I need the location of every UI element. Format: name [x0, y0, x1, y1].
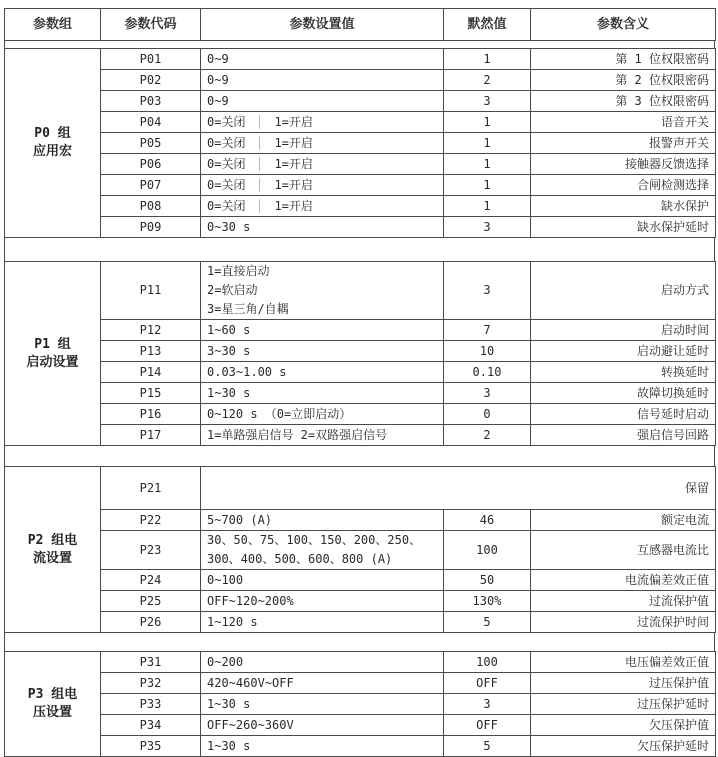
param-value-cell [201, 425, 444, 446]
default-value-cell: 3 [444, 91, 531, 112]
param-meaning-cell: 缺水保护延时 [531, 217, 716, 238]
param-code-cell: P25 [101, 591, 201, 612]
param-meaning-cell: 欠压保护值 [531, 715, 716, 736]
param-meaning-cell: 启动时间 [531, 320, 716, 341]
param-meaning-cell: 电压偏差效正值 [531, 652, 716, 673]
param-code-cell: P16 [101, 404, 201, 425]
table-row [5, 341, 716, 362]
param-code-cell: P12 [101, 320, 201, 341]
param-meaning-cell: 语音开关 [531, 112, 716, 133]
param-value-cell [201, 715, 444, 736]
param-meaning-cell: 启动避让延时 [531, 341, 716, 362]
table-row [5, 570, 716, 591]
param-value-cell [201, 262, 444, 320]
default-value-cell: 3 [444, 217, 531, 238]
default-value-cell: 1 [444, 49, 531, 70]
param-value-cell [201, 652, 444, 673]
param-code-cell: P24 [101, 570, 201, 591]
option-label: 1=开启 [259, 136, 312, 150]
table-row [5, 531, 716, 570]
table-row [5, 591, 716, 612]
param-value-cell [201, 694, 444, 715]
param-value-cell [201, 673, 444, 694]
table-row [5, 425, 716, 446]
table-row [5, 112, 716, 133]
table-row [5, 70, 716, 91]
default-value-cell: 1 [444, 175, 531, 196]
param-meaning-cell: 故障切换延时 [531, 383, 716, 404]
value-line: 300、400、500、600、800 (A) [207, 552, 393, 566]
group-label-line: P2 组电 [27, 532, 78, 548]
header-row [5, 9, 716, 41]
value-line: 1=直接启动 [207, 264, 270, 278]
section-separator [4, 446, 715, 466]
option-label: 0=关闭 [207, 198, 246, 213]
param-meaning-cell: 缺水保护 [531, 196, 716, 217]
default-value-cell: 10 [444, 341, 531, 362]
param-value-cell [201, 404, 444, 425]
header-cell-value: 参数设置值 [201, 9, 444, 41]
param-code-cell: P03 [101, 91, 201, 112]
param-code-cell: P05 [101, 133, 201, 154]
param-meaning-cell: 接触器反馈选择 [531, 154, 716, 175]
param-value-cell [201, 383, 444, 404]
table-row [5, 262, 716, 320]
param-meaning-cell: 信号延时启动 [531, 404, 716, 425]
option-label: 1=开启 [259, 199, 312, 213]
option-label: 0=关闭 [207, 135, 246, 150]
param-value-cell [201, 570, 444, 591]
table-sections [4, 41, 715, 757]
default-value-cell: 5 [444, 612, 531, 633]
param-value-cell [201, 217, 444, 238]
param-code-cell: P23 [101, 531, 201, 570]
param-code-cell: P14 [101, 362, 201, 383]
value-line: 1~60 s [207, 322, 251, 337]
value-line: 0~30 s [207, 219, 251, 234]
table-row [5, 467, 716, 510]
table-row [5, 133, 716, 154]
table-row [5, 715, 716, 736]
param-value-cell [201, 91, 444, 112]
default-value-cell: 50 [444, 570, 531, 591]
value-line: 3~30 s [207, 343, 251, 358]
value-line: 0~200 [207, 654, 244, 669]
table-row [5, 404, 716, 425]
table-row [5, 175, 716, 196]
parameter-table [4, 8, 715, 757]
value-line: 5~700 (A) [207, 512, 273, 527]
group-cell [5, 652, 101, 757]
param-meaning-cell: 过压保护值 [531, 673, 716, 694]
param-meaning-cell: 第 1 位权限密码 [531, 49, 716, 70]
table-row [5, 383, 716, 404]
value-line: 30、50、75、100、150、200、250、 [207, 533, 422, 547]
param-value-cell [201, 154, 444, 175]
default-value-cell: 1 [444, 112, 531, 133]
option-label: 1=开启 [259, 178, 312, 192]
value-line: 0~120 s （0=立即启动） [207, 406, 352, 421]
group-label-line: 应用宏 [32, 144, 72, 159]
value-line: 420~460V~OFF [207, 675, 294, 690]
param-value-cell [201, 175, 444, 196]
param-meaning-cell: 额定电流 [531, 510, 716, 531]
section-table-p2 [4, 466, 716, 633]
default-value-cell: 3 [444, 383, 531, 404]
header-cell-meaning: 参数含义 [531, 9, 716, 41]
param-code-cell: P21 [101, 467, 201, 510]
option-label: 0=关闭 [207, 177, 246, 192]
param-code-cell: P08 [101, 196, 201, 217]
default-value-cell: 0 [444, 404, 531, 425]
default-value-cell: 0.10 [444, 362, 531, 383]
param-code-cell: P22 [101, 510, 201, 531]
value-line: 2=软启动 [207, 283, 258, 297]
param-value-cell [201, 341, 444, 362]
table-row [5, 154, 716, 175]
table-row [5, 673, 716, 694]
param-code-cell: P06 [101, 154, 201, 175]
section-separator [4, 41, 715, 48]
value-line: 0~9 [207, 51, 229, 66]
value-line: 0~9 [207, 93, 229, 108]
param-meaning-cell: 启动方式 [531, 262, 716, 320]
group-label-line: P0 组 [34, 126, 71, 141]
value-line: 0~9 [207, 72, 229, 87]
table-row [5, 217, 716, 238]
group-label-line: 流设置 [32, 550, 72, 566]
table-row [5, 91, 716, 112]
header-cell-default: 默然值 [444, 9, 531, 41]
default-value-cell: OFF [444, 715, 531, 736]
param-meaning-cell: 第 3 位权限密码 [531, 91, 716, 112]
param-code-cell: P07 [101, 175, 201, 196]
default-value-cell: 2 [444, 70, 531, 91]
value-line: 1~30 s [207, 385, 251, 400]
param-value-cell [201, 133, 444, 154]
param-value-cell [201, 612, 444, 633]
value-line: 3=星三角/自耦 [207, 302, 289, 316]
table-row [5, 320, 716, 341]
param-meaning-cell: 互感器电流比 [531, 531, 716, 570]
param-value-cell [201, 196, 444, 217]
param-value-cell [201, 49, 444, 70]
param-value-cell [201, 320, 444, 341]
group-label-line: 启动设置 [26, 354, 79, 370]
value-line: OFF~120~200% [207, 593, 294, 608]
param-meaning-cell: 第 2 位权限密码 [531, 70, 716, 91]
param-code-cell: P04 [101, 112, 201, 133]
param-meaning-cell: 过压保护延时 [531, 694, 716, 715]
param-code-cell: P35 [101, 736, 201, 757]
default-value-cell: 130% [444, 591, 531, 612]
param-code-cell: P26 [101, 612, 201, 633]
table-row [5, 49, 716, 70]
value-line: 0.03~1.00 s [207, 364, 287, 379]
value-line: 1=单路强启信号 2=双路强启信号 [207, 427, 388, 442]
param-code-cell: P09 [101, 217, 201, 238]
param-code-cell: P01 [101, 49, 201, 70]
option-label: 0=关闭 [207, 114, 246, 129]
section-table-p0 [4, 48, 716, 238]
param-meaning-cell: 过流保护时间 [531, 612, 716, 633]
default-value-cell: 5 [444, 736, 531, 757]
default-value-cell: OFF [444, 673, 531, 694]
default-value-cell: 1 [444, 133, 531, 154]
param-meaning-cell: 欠压保护延时 [531, 736, 716, 757]
param-value-cell [201, 591, 444, 612]
param-meaning-cell: 转换延时 [531, 362, 716, 383]
value-line: 1~30 s [207, 696, 251, 711]
default-value-cell: 100 [444, 531, 531, 570]
param-code-cell: P17 [101, 425, 201, 446]
option-label: 0=关闭 [207, 156, 246, 171]
default-value-cell: 3 [444, 262, 531, 320]
default-value-cell: 2 [444, 425, 531, 446]
param-code-cell: P13 [101, 341, 201, 362]
param-code-cell: P33 [101, 694, 201, 715]
group-label-line: 压设置 [32, 705, 72, 720]
param-value-cell [201, 70, 444, 91]
default-value-cell: 46 [444, 510, 531, 531]
param-code-cell: P15 [101, 383, 201, 404]
param-code-cell: P32 [101, 673, 201, 694]
default-value-cell: 3 [444, 694, 531, 715]
default-value-cell: 1 [444, 154, 531, 175]
value-line: 1~120 s [207, 614, 258, 629]
value-line: 1~30 s [207, 738, 251, 753]
header-cell-code: 参数代码 [101, 9, 201, 41]
table-row [5, 612, 716, 633]
default-value-cell: 1 [444, 196, 531, 217]
section-table-p1 [4, 261, 716, 446]
default-value-cell: 7 [444, 320, 531, 341]
param-meaning-cell: 报警声开关 [531, 133, 716, 154]
group-cell [5, 49, 101, 238]
group-label-line: P3 组电 [27, 687, 78, 702]
param-meaning-cell: 保留 [201, 467, 716, 510]
param-value-cell [201, 736, 444, 757]
table-row [5, 196, 716, 217]
param-meaning-cell: 合闸检测选择 [531, 175, 716, 196]
section-table-p3 [4, 651, 716, 757]
section-separator [4, 633, 715, 651]
value-line: 0~100 [207, 572, 244, 587]
param-meaning-cell: 过流保护值 [531, 591, 716, 612]
value-line: OFF~260~360V [207, 717, 294, 732]
param-value-cell [201, 510, 444, 531]
group-cell [5, 467, 101, 633]
header-cell-group: 参数组 [5, 9, 101, 41]
param-meaning-cell: 电流偏差效正值 [531, 570, 716, 591]
table-row [5, 510, 716, 531]
param-value-cell [201, 362, 444, 383]
option-label: 1=开启 [259, 115, 312, 129]
param-code-cell: P31 [101, 652, 201, 673]
group-label-line: P1 组 [34, 336, 71, 352]
param-value-cell [201, 531, 444, 570]
table-row [5, 736, 716, 757]
group-cell [5, 262, 101, 446]
section-separator [4, 238, 715, 261]
param-meaning-cell: 强启信号回路 [531, 425, 716, 446]
header-table [4, 8, 716, 41]
param-code-cell: P02 [101, 70, 201, 91]
option-label: 1=开启 [259, 157, 312, 171]
table-row [5, 694, 716, 715]
param-code-cell: P34 [101, 715, 201, 736]
param-code-cell: P11 [101, 262, 201, 320]
default-value-cell: 100 [444, 652, 531, 673]
param-value-cell [201, 112, 444, 133]
table-row [5, 362, 716, 383]
table-row [5, 652, 716, 673]
